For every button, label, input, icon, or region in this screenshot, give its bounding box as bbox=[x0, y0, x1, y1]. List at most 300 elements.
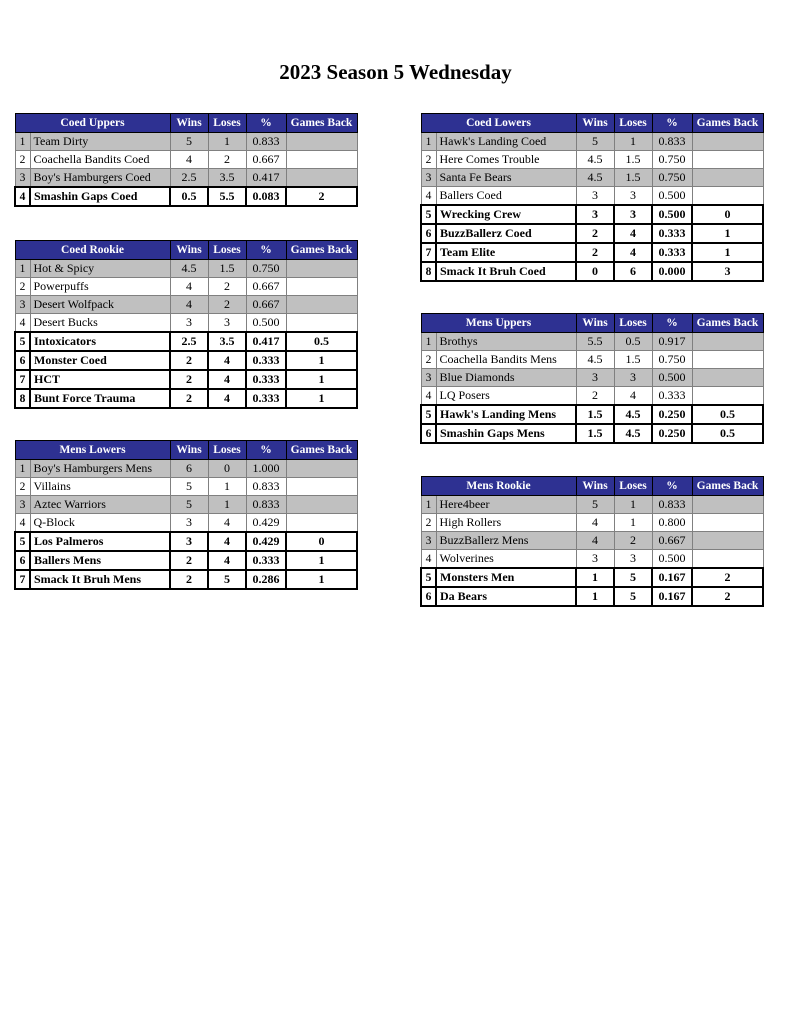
loses-cell: 0 bbox=[208, 460, 246, 478]
rank-cell: 7 bbox=[15, 570, 30, 589]
pct-cell: 0.333 bbox=[246, 551, 286, 570]
col-header-pct: % bbox=[246, 241, 286, 260]
wins-cell: 0 bbox=[576, 262, 614, 281]
games-back-cell: 0.5 bbox=[692, 424, 763, 443]
loses-cell: 0.5 bbox=[614, 333, 652, 351]
rank-cell: 5 bbox=[15, 332, 30, 351]
team-name-cell: Smashin Gaps Mens bbox=[436, 424, 576, 443]
team-name-cell: Smack It Bruh Coed bbox=[436, 262, 576, 281]
rank-cell: 2 bbox=[421, 514, 436, 532]
pct-cell: 0.417 bbox=[246, 332, 286, 351]
loses-cell: 3 bbox=[614, 369, 652, 387]
pct-cell: 0.429 bbox=[246, 514, 286, 533]
loses-cell: 1 bbox=[208, 133, 246, 151]
games-back-cell: 0.5 bbox=[692, 405, 763, 424]
table-title: Mens Lowers bbox=[15, 441, 170, 460]
loses-cell: 5 bbox=[614, 568, 652, 587]
team-row bbox=[421, 587, 763, 606]
loses-cell: 4 bbox=[208, 551, 246, 570]
loses-cell: 5 bbox=[208, 570, 246, 589]
col-header-wins: Wins bbox=[170, 241, 208, 260]
team-name-cell: Brothys bbox=[436, 333, 576, 351]
standings-table-mens-rookie bbox=[420, 476, 764, 607]
pct-cell: 0.333 bbox=[652, 243, 692, 262]
wins-cell: 3 bbox=[170, 532, 208, 551]
rank-cell: 6 bbox=[15, 351, 30, 370]
team-name-cell: Aztec Warriors bbox=[30, 496, 170, 514]
col-header-loses: Loses bbox=[614, 114, 652, 133]
rank-cell: 1 bbox=[421, 333, 436, 351]
page-title: 2023 Season 5 Wednesday bbox=[279, 60, 512, 84]
loses-cell: 1.5 bbox=[614, 151, 652, 169]
wins-cell: 2.5 bbox=[170, 169, 208, 188]
pct-cell: 0.667 bbox=[246, 278, 286, 296]
games-back-cell: 1 bbox=[286, 351, 357, 370]
rank-cell: 8 bbox=[421, 262, 436, 281]
wins-cell: 6 bbox=[170, 460, 208, 478]
rank-cell: 2 bbox=[15, 151, 30, 169]
pct-cell: 0.500 bbox=[246, 314, 286, 333]
pct-cell: 0.500 bbox=[652, 550, 692, 569]
pct-cell: 0.286 bbox=[246, 570, 286, 589]
col-header-loses: Loses bbox=[208, 241, 246, 260]
header-row bbox=[421, 314, 763, 333]
games-back-cell: 1 bbox=[286, 389, 357, 408]
pct-cell: 0.417 bbox=[246, 169, 286, 188]
team-row bbox=[15, 389, 357, 408]
team-name-cell: Q-Block bbox=[30, 514, 170, 533]
loses-cell: 4 bbox=[208, 514, 246, 533]
pct-cell: 0.833 bbox=[246, 496, 286, 514]
rank-cell: 3 bbox=[421, 369, 436, 387]
table-head-mens-lowers bbox=[15, 441, 357, 460]
team-row bbox=[15, 278, 357, 296]
pct-cell: 0.500 bbox=[652, 369, 692, 387]
wins-cell: 3 bbox=[576, 369, 614, 387]
rank-cell: 4 bbox=[15, 187, 30, 206]
games-back-cell: 3 bbox=[692, 262, 763, 281]
team-row bbox=[15, 370, 357, 389]
team-name-cell: Wolverines bbox=[436, 550, 576, 569]
loses-cell: 4.5 bbox=[614, 405, 652, 424]
col-header-pct: % bbox=[246, 441, 286, 460]
team-row bbox=[421, 424, 763, 443]
team-name-cell: Intoxicators bbox=[30, 332, 170, 351]
loses-cell: 2 bbox=[208, 151, 246, 169]
col-header-loses: Loses bbox=[614, 477, 652, 496]
col-header-wins: Wins bbox=[170, 114, 208, 133]
col-header-games-back: Games Back bbox=[286, 114, 357, 133]
wins-cell: 1.5 bbox=[576, 405, 614, 424]
loses-cell: 1 bbox=[614, 496, 652, 514]
table-head-coed-rookie bbox=[15, 241, 357, 260]
pct-cell: 0.429 bbox=[246, 532, 286, 551]
rank-cell: 3 bbox=[15, 169, 30, 188]
loses-cell: 4 bbox=[614, 224, 652, 243]
team-row bbox=[421, 205, 763, 224]
col-header-games-back: Games Back bbox=[692, 477, 763, 496]
table-title: Mens Uppers bbox=[421, 314, 576, 333]
team-name-cell: High Rollers bbox=[436, 514, 576, 532]
pct-cell: 0.333 bbox=[652, 224, 692, 243]
pct-cell: 0.000 bbox=[652, 262, 692, 281]
col-header-loses: Loses bbox=[208, 441, 246, 460]
team-row bbox=[421, 496, 763, 514]
team-row bbox=[15, 332, 357, 351]
pct-cell: 0.250 bbox=[652, 424, 692, 443]
team-name-cell: Team Dirty bbox=[30, 133, 170, 151]
team-name-cell: Team Elite bbox=[436, 243, 576, 262]
col-header-wins: Wins bbox=[576, 477, 614, 496]
wins-cell: 4 bbox=[170, 296, 208, 314]
table-title: Coed Rookie bbox=[15, 241, 170, 260]
team-row bbox=[421, 387, 763, 406]
team-name-cell: Blue Diamonds bbox=[436, 369, 576, 387]
col-header-loses: Loses bbox=[208, 114, 246, 133]
pct-cell: 0.750 bbox=[652, 151, 692, 169]
rank-cell: 2 bbox=[15, 278, 30, 296]
col-header-pct: % bbox=[652, 477, 692, 496]
wins-cell: 4 bbox=[170, 151, 208, 169]
loses-cell: 5.5 bbox=[208, 187, 246, 206]
table-title: Mens Rookie bbox=[421, 477, 576, 496]
pct-cell: 0.750 bbox=[246, 260, 286, 278]
wins-cell: 5 bbox=[170, 496, 208, 514]
wins-cell: 1 bbox=[576, 587, 614, 606]
pct-cell: 0.833 bbox=[246, 478, 286, 496]
standings-table-mens-lowers bbox=[14, 440, 358, 590]
team-name-cell: Desert Wolfpack bbox=[30, 296, 170, 314]
wins-cell: 5 bbox=[170, 133, 208, 151]
loses-cell: 1 bbox=[208, 478, 246, 496]
wins-cell: 2 bbox=[170, 570, 208, 589]
team-name-cell: Boy's Hamburgers Mens bbox=[30, 460, 170, 478]
games-back-cell: 1 bbox=[286, 570, 357, 589]
loses-cell: 1 bbox=[614, 514, 652, 532]
loses-cell: 3 bbox=[614, 205, 652, 224]
rank-cell: 4 bbox=[421, 187, 436, 206]
team-row bbox=[421, 369, 763, 387]
games-back-cell bbox=[692, 187, 763, 206]
team-row bbox=[421, 187, 763, 206]
wins-cell: 2 bbox=[576, 243, 614, 262]
col-header-wins: Wins bbox=[576, 114, 614, 133]
games-back-cell bbox=[692, 169, 763, 187]
team-row bbox=[15, 187, 357, 206]
team-row bbox=[421, 405, 763, 424]
games-back-cell bbox=[286, 460, 357, 478]
games-back-cell bbox=[692, 151, 763, 169]
team-name-cell: Da Bears bbox=[436, 587, 576, 606]
loses-cell: 1 bbox=[208, 496, 246, 514]
games-back-cell bbox=[692, 369, 763, 387]
games-back-cell bbox=[692, 496, 763, 514]
team-row bbox=[421, 550, 763, 569]
team-row bbox=[15, 133, 357, 151]
games-back-cell: 2 bbox=[286, 187, 357, 206]
games-back-cell bbox=[692, 550, 763, 569]
rank-cell: 5 bbox=[15, 532, 30, 551]
pct-cell: 0.750 bbox=[652, 169, 692, 187]
pct-cell: 1.000 bbox=[246, 460, 286, 478]
col-header-pct: % bbox=[246, 114, 286, 133]
team-row bbox=[15, 351, 357, 370]
team-name-cell: Coachella Bandits Mens bbox=[436, 351, 576, 369]
pct-cell: 0.833 bbox=[246, 133, 286, 151]
team-name-cell: Villains bbox=[30, 478, 170, 496]
team-name-cell: Hot & Spicy bbox=[30, 260, 170, 278]
games-back-cell bbox=[286, 314, 357, 333]
team-name-cell: Monsters Men bbox=[436, 568, 576, 587]
games-back-cell: 1 bbox=[692, 224, 763, 243]
pct-cell: 0.833 bbox=[652, 133, 692, 151]
pct-cell: 0.333 bbox=[652, 387, 692, 406]
loses-cell: 3.5 bbox=[208, 169, 246, 188]
wins-cell: 4.5 bbox=[170, 260, 208, 278]
col-header-loses: Loses bbox=[614, 314, 652, 333]
loses-cell: 3 bbox=[208, 314, 246, 333]
loses-cell: 2 bbox=[208, 296, 246, 314]
wins-cell: 5 bbox=[170, 478, 208, 496]
rank-cell: 3 bbox=[421, 169, 436, 187]
wins-cell: 4.5 bbox=[576, 151, 614, 169]
games-back-cell: 1 bbox=[286, 551, 357, 570]
rank-cell: 3 bbox=[15, 496, 30, 514]
team-row bbox=[421, 169, 763, 187]
games-back-cell bbox=[286, 296, 357, 314]
rank-cell: 2 bbox=[421, 351, 436, 369]
wins-cell: 2 bbox=[170, 351, 208, 370]
pct-cell: 0.800 bbox=[652, 514, 692, 532]
team-row bbox=[15, 151, 357, 169]
pct-cell: 0.250 bbox=[652, 405, 692, 424]
wins-cell: 4 bbox=[576, 514, 614, 532]
team-name-cell: Smack It Bruh Mens bbox=[30, 570, 170, 589]
team-row bbox=[15, 532, 357, 551]
team-row bbox=[15, 169, 357, 188]
header-row bbox=[421, 477, 763, 496]
games-back-cell bbox=[286, 478, 357, 496]
games-back-cell: 2 bbox=[692, 568, 763, 587]
team-name-cell: Ballers Coed bbox=[436, 187, 576, 206]
pct-cell: 0.333 bbox=[246, 389, 286, 408]
loses-cell: 4 bbox=[208, 532, 246, 551]
team-name-cell: HCT bbox=[30, 370, 170, 389]
loses-cell: 3 bbox=[614, 187, 652, 206]
rank-cell: 8 bbox=[15, 389, 30, 408]
pct-cell: 0.167 bbox=[652, 568, 692, 587]
team-name-cell: Coachella Bandits Coed bbox=[30, 151, 170, 169]
team-row bbox=[421, 568, 763, 587]
rank-cell: 6 bbox=[421, 424, 436, 443]
rank-cell: 2 bbox=[15, 478, 30, 496]
rank-cell: 1 bbox=[15, 460, 30, 478]
team-name-cell: Los Palmeros bbox=[30, 532, 170, 551]
team-name-cell: Here4beer bbox=[436, 496, 576, 514]
pct-cell: 0.333 bbox=[246, 351, 286, 370]
pct-cell: 0.167 bbox=[652, 587, 692, 606]
games-back-cell: 0 bbox=[286, 532, 357, 551]
loses-cell: 1 bbox=[614, 133, 652, 151]
wins-cell: 2 bbox=[170, 389, 208, 408]
rank-cell: 4 bbox=[421, 387, 436, 406]
standings-table-mens-uppers bbox=[420, 313, 764, 444]
loses-cell: 3.5 bbox=[208, 332, 246, 351]
games-back-cell bbox=[692, 532, 763, 550]
team-name-cell: BuzzBallerz Coed bbox=[436, 224, 576, 243]
wins-cell: 4.5 bbox=[576, 169, 614, 187]
team-row bbox=[421, 262, 763, 281]
team-name-cell: Hawk's Landing Mens bbox=[436, 405, 576, 424]
wins-cell: 4.5 bbox=[576, 351, 614, 369]
table-head-coed-lowers bbox=[421, 114, 763, 133]
rank-cell: 5 bbox=[421, 568, 436, 587]
loses-cell: 2 bbox=[614, 532, 652, 550]
wins-cell: 0.5 bbox=[170, 187, 208, 206]
pct-cell: 0.667 bbox=[652, 532, 692, 550]
wins-cell: 2 bbox=[576, 387, 614, 406]
team-name-cell: Santa Fe Bears bbox=[436, 169, 576, 187]
col-header-pct: % bbox=[652, 314, 692, 333]
team-row bbox=[421, 532, 763, 550]
team-name-cell: Wrecking Crew bbox=[436, 205, 576, 224]
table-title: Coed Uppers bbox=[15, 114, 170, 133]
col-header-games-back: Games Back bbox=[286, 441, 357, 460]
games-back-cell bbox=[286, 169, 357, 188]
wins-cell: 2 bbox=[576, 224, 614, 243]
wins-cell: 1 bbox=[576, 568, 614, 587]
loses-cell: 4 bbox=[614, 243, 652, 262]
pct-cell: 0.667 bbox=[246, 151, 286, 169]
games-back-cell bbox=[286, 514, 357, 533]
col-header-games-back: Games Back bbox=[692, 314, 763, 333]
col-header-games-back: Games Back bbox=[692, 114, 763, 133]
team-row bbox=[421, 243, 763, 262]
wins-cell: 4 bbox=[576, 532, 614, 550]
team-row bbox=[15, 296, 357, 314]
wins-cell: 3 bbox=[170, 514, 208, 533]
rank-cell: 3 bbox=[15, 296, 30, 314]
games-back-cell: 1 bbox=[286, 370, 357, 389]
loses-cell: 4 bbox=[208, 389, 246, 408]
header-row bbox=[421, 114, 763, 133]
team-row bbox=[421, 151, 763, 169]
games-back-cell bbox=[286, 133, 357, 151]
rank-cell: 7 bbox=[421, 243, 436, 262]
team-name-cell: Desert Bucks bbox=[30, 314, 170, 333]
games-back-cell bbox=[286, 496, 357, 514]
games-back-cell: 1 bbox=[692, 243, 763, 262]
rank-cell: 1 bbox=[15, 133, 30, 151]
games-back-cell bbox=[692, 351, 763, 369]
wins-cell: 1.5 bbox=[576, 424, 614, 443]
team-row bbox=[421, 333, 763, 351]
games-back-cell bbox=[692, 514, 763, 532]
rank-cell: 5 bbox=[421, 205, 436, 224]
wins-cell: 2 bbox=[170, 370, 208, 389]
team-row bbox=[15, 260, 357, 278]
wins-cell: 5 bbox=[576, 133, 614, 151]
games-back-cell: 0 bbox=[692, 205, 763, 224]
team-row bbox=[15, 478, 357, 496]
pct-cell: 0.500 bbox=[652, 187, 692, 206]
wins-cell: 2 bbox=[170, 551, 208, 570]
header-row bbox=[15, 241, 357, 260]
rank-cell: 7 bbox=[15, 370, 30, 389]
games-back-cell bbox=[692, 133, 763, 151]
standings-table-coed-rookie bbox=[14, 240, 358, 409]
pct-cell: 0.500 bbox=[652, 205, 692, 224]
rank-cell: 3 bbox=[421, 532, 436, 550]
pct-cell: 0.667 bbox=[246, 296, 286, 314]
team-row bbox=[15, 551, 357, 570]
team-row bbox=[15, 570, 357, 589]
team-name-cell: Monster Coed bbox=[30, 351, 170, 370]
wins-cell: 5 bbox=[576, 496, 614, 514]
loses-cell: 3 bbox=[614, 550, 652, 569]
team-row bbox=[15, 496, 357, 514]
loses-cell: 4 bbox=[208, 370, 246, 389]
loses-cell: 5 bbox=[614, 587, 652, 606]
loses-cell: 4.5 bbox=[614, 424, 652, 443]
wins-cell: 3 bbox=[576, 205, 614, 224]
wins-cell: 4 bbox=[170, 278, 208, 296]
loses-cell: 4 bbox=[614, 387, 652, 406]
rank-cell: 6 bbox=[421, 587, 436, 606]
team-name-cell: Bunt Force Trauma bbox=[30, 389, 170, 408]
rank-cell: 6 bbox=[421, 224, 436, 243]
rank-cell: 6 bbox=[15, 551, 30, 570]
team-name-cell: Ballers Mens bbox=[30, 551, 170, 570]
col-header-wins: Wins bbox=[576, 314, 614, 333]
pct-cell: 0.083 bbox=[246, 187, 286, 206]
team-name-cell: BuzzBallerz Mens bbox=[436, 532, 576, 550]
team-row bbox=[15, 314, 357, 333]
rank-cell: 5 bbox=[421, 405, 436, 424]
header-row bbox=[15, 441, 357, 460]
team-name-cell: Powerpuffs bbox=[30, 278, 170, 296]
table-head-mens-uppers bbox=[421, 314, 763, 333]
rank-cell: 4 bbox=[15, 514, 30, 533]
team-row bbox=[421, 514, 763, 532]
rank-cell: 2 bbox=[421, 151, 436, 169]
table-head-mens-rookie bbox=[421, 477, 763, 496]
rank-cell: 4 bbox=[15, 314, 30, 333]
standings-table-coed-lowers bbox=[420, 113, 764, 282]
team-name-cell: Smashin Gaps Coed bbox=[30, 187, 170, 206]
games-back-cell bbox=[286, 278, 357, 296]
header-row bbox=[15, 114, 357, 133]
pct-cell: 0.917 bbox=[652, 333, 692, 351]
loses-cell: 4 bbox=[208, 351, 246, 370]
games-back-cell: 2 bbox=[692, 587, 763, 606]
rank-cell: 4 bbox=[421, 550, 436, 569]
loses-cell: 1.5 bbox=[614, 351, 652, 369]
rank-cell: 1 bbox=[15, 260, 30, 278]
team-name-cell: Here Comes Trouble bbox=[436, 151, 576, 169]
wins-cell: 3 bbox=[170, 314, 208, 333]
rank-cell: 1 bbox=[421, 133, 436, 151]
standings-table-coed-uppers bbox=[14, 113, 358, 207]
games-back-cell bbox=[286, 151, 357, 169]
games-back-cell: 0.5 bbox=[286, 332, 357, 351]
loses-cell: 1.5 bbox=[614, 169, 652, 187]
wins-cell: 3 bbox=[576, 550, 614, 569]
table-head-coed-uppers bbox=[15, 114, 357, 133]
team-name-cell: Hawk's Landing Coed bbox=[436, 133, 576, 151]
team-name-cell: LQ Posers bbox=[436, 387, 576, 406]
loses-cell: 6 bbox=[614, 262, 652, 281]
